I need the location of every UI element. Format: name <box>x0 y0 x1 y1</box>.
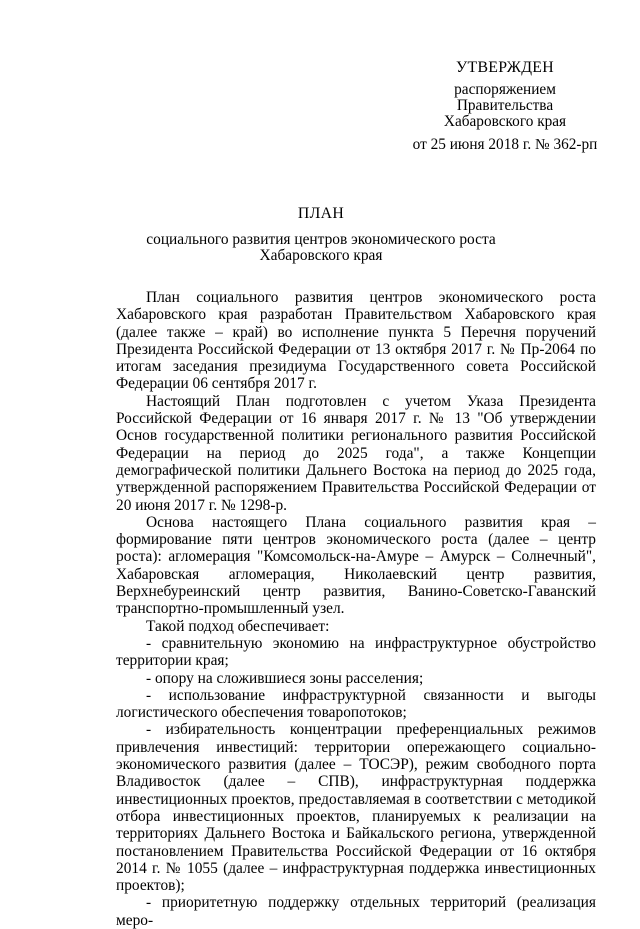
title-subtitle-line-1: социального развития центров экономического роста <box>146 231 496 248</box>
list-item-2: - опору на сложившиеся зоны расселения; <box>146 669 424 687</box>
approval-line-2: Правительства <box>456 97 554 114</box>
approval-line-3: Хабаровского края <box>443 113 567 130</box>
paragraph-4: Такой подход обеспечивает: <box>146 617 330 635</box>
approval-status: УТВЕРЖДЕН <box>456 59 554 76</box>
title-heading: ПЛАН <box>297 205 345 222</box>
list-item-1: - сравнительную экономию на инфраструктурное обустройство территории края; <box>116 634 596 670</box>
approval-stamp <box>405 60 605 153</box>
paragraph-2: Настоящий План подготовлен с учетом Указа Президента Российской Федерации от 16 января 2017 г. № 13 "Об утверждении Основ государственной политики регионального развития Российской Федерации на период до 2025 года", а также Концепции демографической политики Дальнего Востока на период до 2025 года, утвержденной распоряжением Правительства Российской Федерации от 20 июня 2017 г. № 1298-р. <box>116 392 596 514</box>
list-item-4: - избирательность концентрации преференциальных режимов привлечения инвестиций: территории опережающего социально-экономического развития (далее – ТОСЭР), режим свободного порта Владивосток (далее – СПВ), инфраструктурная поддержка инвестиционных проектов, предоставляемая в соответствии с методикой отбора инвестиционных проектов, планируемых к реализации на территориях Дальнего Востока и Байкальского региона, утвержденной постановлением Правительства Российской Федерации от 16 октября 2014 г. № 1055 (далее – инфраструктурная поддержка инвестиционных проектов); <box>116 721 596 895</box>
paragraph-1: План социального развития центров экономического роста Хабаровского края разработан Правительством Хабаровского края (далее также – край) во исполнение пункта 5 Перечня поручений Президента Российской Федерации от 13 октября 2017 г. № Пр-2064 по итогам заседания президиума Государственного совета Российской Федерации 06 сентября 2017 г. <box>116 289 596 393</box>
list-item-5: - приоритетную поддержку отдельных территорий (реализация меро- <box>116 894 596 929</box>
list-item-3: - использование инфраструктурной связанности и выгоды логистического обеспечения товаропотоков; <box>116 686 596 722</box>
approval-date: от 25 июня 2018 г. № 362-рп <box>412 136 598 153</box>
title-subtitle-line-2: Хабаровского края <box>259 247 383 264</box>
paragraph-3: Основа настоящего Плана социального развития края – формирование пяти центров экономического роста (далее – центр роста): агломерация "Комсомольск-на-Амуре – Амурск – Солнечный", Хабаровская агломерация, Николаевский центр развития, Верхнебуреинский центр развития, Ванино-Советско-Гаванский транспортно-промышленный узел. <box>116 513 596 618</box>
document-title <box>100 206 542 264</box>
document-body <box>116 289 596 929</box>
approval-line-1: распоряжением <box>454 81 556 98</box>
